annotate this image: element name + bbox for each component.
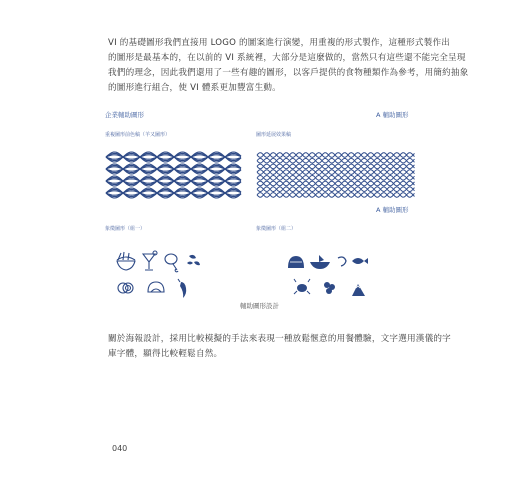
intro-line-3: 我們的理念，因此我們還用了一些有趣的圖形，以客戶提供的食物種類作為參考，用簡約抽象	[108, 68, 469, 78]
herb-leaf-icon	[187, 255, 200, 265]
flower-cluster-icon	[324, 282, 335, 294]
intro-line-4: 的圖形進行組合，使 VI 體系更加豐富生動。	[108, 83, 281, 93]
pattern-left-waves	[106, 150, 242, 202]
body-line-2: 庫字體，顯得比較輕鬆自然。	[108, 349, 223, 359]
body-paragraph	[108, 332, 451, 362]
noodle-bowl-icon	[117, 252, 135, 270]
fish-icon	[352, 258, 368, 264]
pattern-right-label: 圖形延展效果稿	[256, 132, 292, 138]
figure-section-title: 企業輔助圖形	[105, 111, 144, 119]
figure-brand-label-top: A 輔助圖形	[376, 111, 409, 119]
icons-left-label: 象徵圖形（組一）	[105, 226, 146, 232]
icon-group-two	[286, 252, 396, 302]
intro-line-1: VI 的基礎圖形我們直接用 LOGO 的圖案進行演變，用重複的形式製作，這種形式製作出	[108, 38, 451, 48]
rice-mound-icon	[288, 256, 304, 268]
crab-icon	[294, 279, 310, 294]
intro-paragraph	[108, 36, 469, 96]
shrimp-icon	[338, 257, 346, 266]
pattern-left-label: 重複圖形前色稿（羊又圖形）	[105, 132, 171, 138]
body-line-1: 關於海報設計，採用比較模擬的手法來表現一種放鬆愜意的用餐體驗，文字選用漢儀的字	[108, 334, 451, 344]
round-slices-icon	[118, 283, 133, 293]
icons-right-label: 象徵圖形（組二）	[256, 226, 297, 232]
figure-caption: 輔助圖形設計	[240, 302, 279, 310]
pattern-right-waves	[257, 152, 415, 198]
chicken-leg-icon	[165, 254, 178, 272]
icon-group-one	[115, 250, 225, 300]
boat-dish-icon	[310, 255, 330, 269]
cocktail-icon	[143, 251, 157, 270]
mountain-dish-icon	[352, 284, 365, 296]
page-number: 040	[112, 444, 128, 453]
bun-icon	[148, 282, 164, 292]
chili-pepper-icon	[178, 279, 186, 298]
intro-line-2: 的圖形是最基本的，在以前的 VI 系統裡，大部分是這麼做的，當然只有這些還不能完全呈現	[108, 53, 466, 63]
figure-brand-label-mid: A 輔助圖形	[376, 206, 409, 214]
